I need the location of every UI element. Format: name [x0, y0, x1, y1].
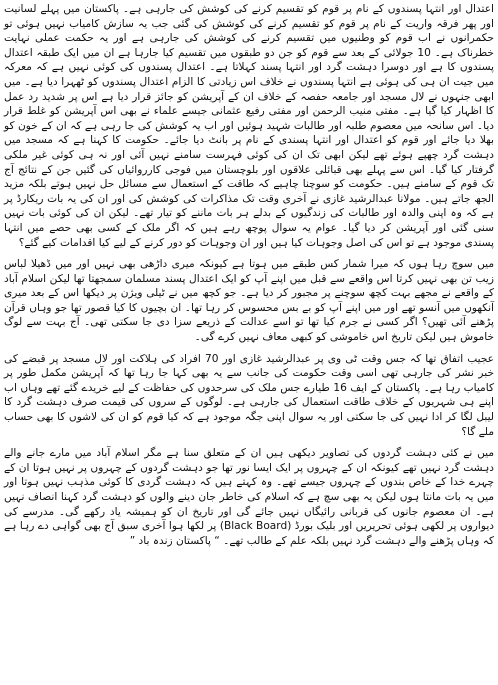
article-paragraph-2: میں سوچ رہا ہوں کہ میرا شمار کس طبقے میں ہوتا ہے کیونکہ میری داڑھی بھی نہیں اور میں ڈھیلا لباس زیب تن بھی نہیں کرتا اس واقعے سے قبل میں اپنے آپ کو ایک اعتدال پسند مسلمان سمجھتا تھا لیکن اسلام آباد کے واقعے نے مجھے بہت کچھ سوچنے پر مجبور کر دیا ہے۔ جو کچھ میں نے ٹیلی ویژن پر دیکھا اس کے بعد میری آنکھوں میں آنسو تھے اور میں اپنے آپ کو بے بس محسوس کر رہا تھا۔ ان بچیوں کا کیا قصور تھا جو وہاں قرآن پڑھنے آئی تھیں؟ اگر کسی نے جرم کیا تھا تو اسے عدالت کے ذریعے سزا دی جا سکتی تھی۔ آج بہت سے لوگ خاموش ہیں لیکن تاریخ اس خاموشی کو کبھی معاف نہیں کرے گی۔ [4, 258, 494, 344]
article-paragraph-4: میں نے کئی دہشت گردوں کی تصاویر دیکھی ہیں ان کے متعلق سنا ہے مگر اسلام آباد میں مارے جانے والے دہشت گرد نہیں تھے کیونکہ ان کے چہروں پر ایک ایسا نور تھا جو دہشت گردوں کے چہروں پر نہیں ہوتا ان کے چہرے خدا کے خاص بندوں کے چہروں جیسے تھے۔ وہ کہتے ہیں کہ دہشت گردی کا کوئی مذہب نہیں ہوتا اور میں یہ بات مانتا ہوں لیکن یہ بھی سچ ہے کہ اسلام کی خاطر جان دینے والوں کو دہشت گرد کہنا انصاف نہیں ہے۔ ان معصوم جانوں کی قربانی رائیگاں نہیں جائے گی اور تاریخ ان کو ہمیشہ یاد رکھے گی۔ مدرسے کی دیواروں پر لکھی ہوئی تحریریں اور بلیک بورڈ (Black Board) پر لکھا ہوا آخری سبق آج بھی گواہی دے رہا ہے کہ وہاں پڑھنے والے دہشت گرد نہیں بلکہ علم کے طالب تھے۔ “ پاکستان زندہ باد ” [4, 447, 494, 547]
article-paragraph-1: اعتدال اور انتہا پسندوں کے نام پر قوم کو تقسیم کرنے کی کوشش کی جارہی ہے۔ پاکستان میں پہلے لسانیت اور پھر فرقہ واریت کے نام پر قوم کو تقسیم کرنے کی کوشش کی گئی جب یہ سازش کامیاب نہیں ہوئی تو حکمرانوں نے اب قوم کو وطنیوں میں تقسیم کرنے کی کوشش کی جارہی ہے اور یہ حکمت عملی نہایت خطرناک ہے۔ 10 جولائی کے بعد سے قوم کو جن دو طبقوں میں تقسیم کیا جارہا ہے ان میں ایک طبقہ اعتدال پسندوں کا ہے اور دوسرا دہشت گرد اور انتہا پسند کہلاتا ہے۔ اعتدال پسندوں کی کوئی نہیں ہے کہ معرکہ میں جیت ان ہی کی ہوئی ہے انتہا پسندوں نے خلاف اس زیادتی کا الزام اعتدال پسندوں کو ٹھہرا دیا ہے۔ میں ابھی جنہوں نے لال مسجد اور جامعہ حفصہ کے خلاف ان کے آپریشن کو جائز قرار دیا ہے اس پر شدید رد عمل کا اظہار کیا گیا ہے۔ مفتی منیب الرحمن اور مفتی رفیع عثمانی جیسے علماء نے بھی اس آپریشن کو غلط قرار دیا۔ اس سانحہ میں معصوم طلبہ اور طالبات شہید ہوئیں اور اب یہ کوشش کی جا رہی ہے کہ ان کے خون کو بھلا دیا جائے اور قوم کو اعتدال اور انتہا پسندی کے نام پر بانٹ دیا جائے۔ حکومت کا کہنا ہے کہ مسجد میں دہشت گرد چھپے ہوئے تھے لیکن ابھی تک ان کی کوئی فہرست سامنے نہیں آئی اور نہ ہی کوئی غیر ملکی گرفتار کیا گیا۔ اس سے پہلے بھی قبائلی علاقوں اور بلوچستان میں فوجی کارروائیاں کی گئیں جن کے نتائج آج تک قوم کے سامنے ہیں۔ حکومت کو سوچنا چاہیے کہ طاقت کے استعمال سے مسائل حل نہیں ہوتے بلکہ مزید الجھ جاتے ہیں۔ مولانا عبدالرشید غازی نے آخری وقت تک مذاکرات کی کوشش کی اور ان کی یہ بات ریکارڈ پر ہے کہ وہ اپنی والدہ اور طالبات کی زندگیوں کے بدلے ہر بات ماننے کو تیار تھے۔ لیکن ان کی کوئی بات نہیں سنی گئی اور آپریشن کر دیا گیا۔ عوام یہ سوال پوچھ رہے ہیں کہ اگر ملک کے کسی بھی حصے میں انتہا پسندی موجود ہے تو اس کی اصل وجوہات کیا ہیں اور ان وجوہات کو دور کرنے کے لیے کیا اقدامات کیے گئے؟ [4, 3, 494, 249]
article-paragraph-3: عجیب اتفاق تھا کہ جس وقت ٹی وی پر عبدالرشید غازی اور 70 افراد کی ہلاکت اور لال مسجد پر قبضے کی خبر نشر کی جارہی تھی اسی وقت حکومت کی جانب سے یہ بھی کہا جا رہا تھا کہ آپریشن مکمل طور پر کامیاب رہا ہے۔ پاکستان کے ایف 16 طیارے جس ملک کی سرحدوں کی حفاظت کے لیے خریدے گئے تھے وہاں اب اپنے ہی شہریوں کے خلاف طاقت استعمال کی جارہی ہے۔ لوگوں کے سروں کی قیمت صرف دہشت گرد کا لیبل لگا کر ادا نہیں کی جا سکتی اور یہ سوال اپنی جگہ موجود ہے کہ کیا قوم کو ان کی لاشوں کا بھی حساب ملے گا؟ [4, 352, 494, 438]
